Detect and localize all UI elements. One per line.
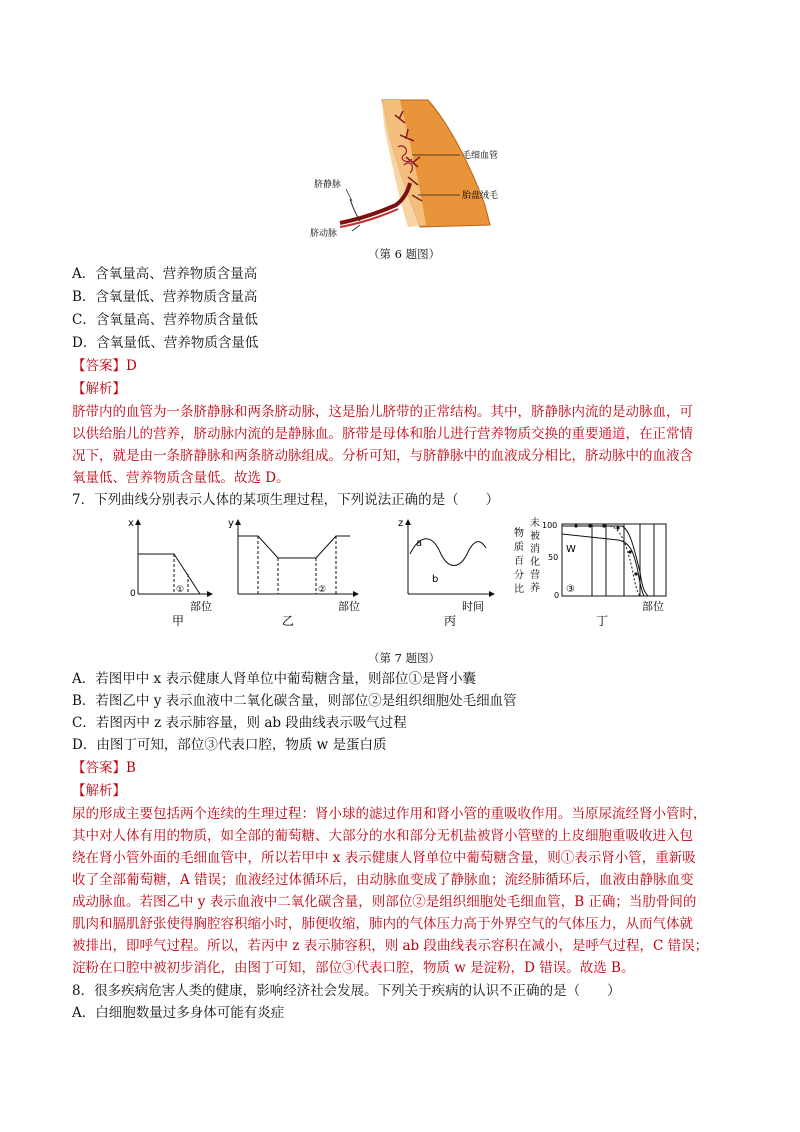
q7-stem: 7．下列曲线分别表示人体的某项生理过程，下列说法正确的是（ ） xyxy=(72,492,500,508)
q7-analysis-line-2: 其中对人体有用的物质，如全部的葡萄糖、大部分的水和部分无机盐被肾小管壁的上皮细胞重吸收进入包 xyxy=(72,828,693,844)
ding-frame xyxy=(562,524,666,596)
leader-vein xyxy=(346,189,352,201)
ding-ylabel-left-3: 百 xyxy=(514,556,524,567)
q7-option-a: A．若图甲中 x 表示健康人肾单位中葡萄糖含量，则部位①是肾小囊 xyxy=(72,671,476,687)
graph-yi xyxy=(228,518,360,628)
jia-name: 甲 xyxy=(172,614,185,628)
ding-ylabel-right-2: 被 xyxy=(530,531,540,542)
ding-tick-50: 50 xyxy=(548,553,559,562)
graph-ding xyxy=(514,516,666,628)
ding-marker: ③ xyxy=(566,584,575,595)
ding-ylabel-left-1: 物 xyxy=(514,528,524,539)
placenta-figure xyxy=(300,95,540,245)
ding-point-6 xyxy=(634,572,637,575)
bing-point-a: a xyxy=(416,538,423,549)
yi-curve xyxy=(238,536,350,558)
ding-ylabel-left-2: 质 xyxy=(514,542,524,553)
q7-analysis-line-5: 成动脉血。若图乙中 y 表示血液中二氧化碳含量，则部位②是组织细胞处毛细血管，B 正确；当肋骨间的 xyxy=(72,894,697,910)
ding-point-3 xyxy=(602,524,605,527)
graph-bing xyxy=(398,518,494,628)
jia-curve xyxy=(138,554,200,594)
leader-artery xyxy=(352,225,360,231)
ding-curve-label: W xyxy=(566,544,576,555)
q6-analysis-line-2: 以供给胎儿的营养，脐动脉内流的是静脉血。脐带是母体和胎儿进行营养物质交换的重要通道，在正常情 xyxy=(72,426,693,442)
q6-analysis-title: 【解析】 xyxy=(72,381,126,397)
jia-y-label: x xyxy=(128,518,134,529)
bing-point-b: b xyxy=(432,574,439,585)
bing-x-label: 时间 xyxy=(462,600,484,613)
label-villi: 胎盘绒毛 xyxy=(462,191,499,201)
label-capillary: 毛细血管 xyxy=(462,151,499,161)
label-umbilical-vein: 脐静脉 xyxy=(314,180,342,190)
ding-ylabel-right-5: 营 xyxy=(530,570,540,581)
label-umbilical-artery: 脐动脉 xyxy=(310,229,338,239)
yi-name: 乙 xyxy=(282,614,295,628)
ding-ylabel-right-4: 化 xyxy=(530,557,540,568)
q6-analysis-line-3: 况下，就是由一条脐静脉和两条脐动脉组成。分析可知，与脐静脉中的血液成分相比，脐动脉中的血液含 xyxy=(72,448,693,464)
ding-ylabel-right-1: 未 xyxy=(530,518,540,529)
ding-ylabel-left-4: 分 xyxy=(514,570,524,581)
q6-analysis-line-1: 脐带内的血管为一条脐静脉和两条脐动脉，这是胎儿脐带的正常结构。其中，脐静脉内流的是动脉血，可 xyxy=(72,404,693,420)
bing-y-label: z xyxy=(398,518,404,529)
ding-point-4 xyxy=(616,526,619,529)
q6-analysis-line-4: 氧量低、营养物质含量低。故选 D。 xyxy=(72,470,290,486)
umbilical-vessels xyxy=(340,209,398,227)
q7-option-c: C．若图丙中 z 表示肺容量，则 ab 段曲线表示吸气过程 xyxy=(72,715,407,731)
q7-analysis-line-1: 尿的形成主要包括两个连续的生理过程：肾小球的滤过作用和肾小管的重吸收作用。当原尿流经肾小管时， xyxy=(72,806,707,822)
q6-option-b: B．含氧量低、营养物质含量高 xyxy=(72,289,258,305)
q7-option-d: D．由图丁可知，部位③代表口腔，物质 w 是蛋白质 xyxy=(72,737,387,753)
q6-answer: 【答案】D xyxy=(72,358,137,374)
jia-origin: 0 xyxy=(130,589,136,599)
ding-name: 丁 xyxy=(596,614,609,628)
jia-x-label: 部位 xyxy=(190,600,212,613)
q7-analysis-line-3: 绕在肾小管外面的毛细血管中，所以若甲中 x 表示健康人肾单位中葡萄糖含量，则①表示肾小管，重新吸 xyxy=(72,850,696,866)
ding-tick-0: 0 xyxy=(554,591,560,600)
q7-analysis-line-7: 被排出，即呼气过程。所以，若丙中 z 表示肺容积，则 ab 段曲线表示容积在减小，是呼气过程，C 错误； xyxy=(72,938,709,954)
ding-tick-100: 100 xyxy=(542,521,558,530)
q7-analysis-line-6: 肌肉和膈肌舒张使得胸腔容积缩小时，肺便收缩，肺内的气体压力高于外界空气的气体压力，从而气体就 xyxy=(72,916,693,932)
q6-option-c: C．含氧量高、营养物质含量低 xyxy=(72,312,258,328)
ding-point-5 xyxy=(628,550,631,553)
q7-answer: 【答案】B xyxy=(72,760,136,776)
ding-ylabel-right-3: 消 xyxy=(530,544,540,555)
ding-x-label: 部位 xyxy=(642,600,664,613)
q6-option-a: A．含氧量高、营养物质含量高 xyxy=(72,266,258,282)
q7-graphs xyxy=(110,512,690,632)
q7-analysis-line-8: 淀粉在口腔中被初步消化，由图丁可知，部位③代表口腔，物质 w 是淀粉，D 错误。故选 B。 xyxy=(72,960,635,976)
graph-jia xyxy=(128,518,212,628)
q8-option-a: A．白细胞数量过多身体可能有炎症 xyxy=(72,1005,285,1021)
yi-marker: ② xyxy=(318,585,327,595)
q7-analysis-title: 【解析】 xyxy=(72,783,126,799)
bing-name: 丙 xyxy=(444,614,457,628)
q8-stem: 8．很多疾病危害人类的健康，影响经济社会发展。下列关于疾病的认识不正确的是（ ） xyxy=(72,983,621,999)
q7-option-b: B．若图乙中 y 表示血液中二氧化碳含量，则部位②是组织细胞处毛细血管 xyxy=(72,693,517,709)
ding-ylabel-left-5: 比 xyxy=(514,584,524,595)
q6-option-d: D．含氧量低、营养物质含量低 xyxy=(72,335,259,351)
q6-figure-caption: （第 6 题图） xyxy=(368,247,441,261)
q7-analysis-line-4: 收了全部葡萄糖，A 错误；血液经过体循环后，由动脉血变成了静脉血；流经肺循环后，血液由静脉血变 xyxy=(72,872,694,888)
jia-marker: ① xyxy=(176,585,185,595)
yi-y-label: y xyxy=(228,518,234,529)
ding-ylabel-right-6: 养 xyxy=(530,583,540,594)
yi-x-label: 部位 xyxy=(338,600,360,613)
ding-point-2 xyxy=(588,524,591,527)
q7-figure-caption: （第 7 题图） xyxy=(368,651,441,665)
ding-point-1 xyxy=(574,524,577,527)
